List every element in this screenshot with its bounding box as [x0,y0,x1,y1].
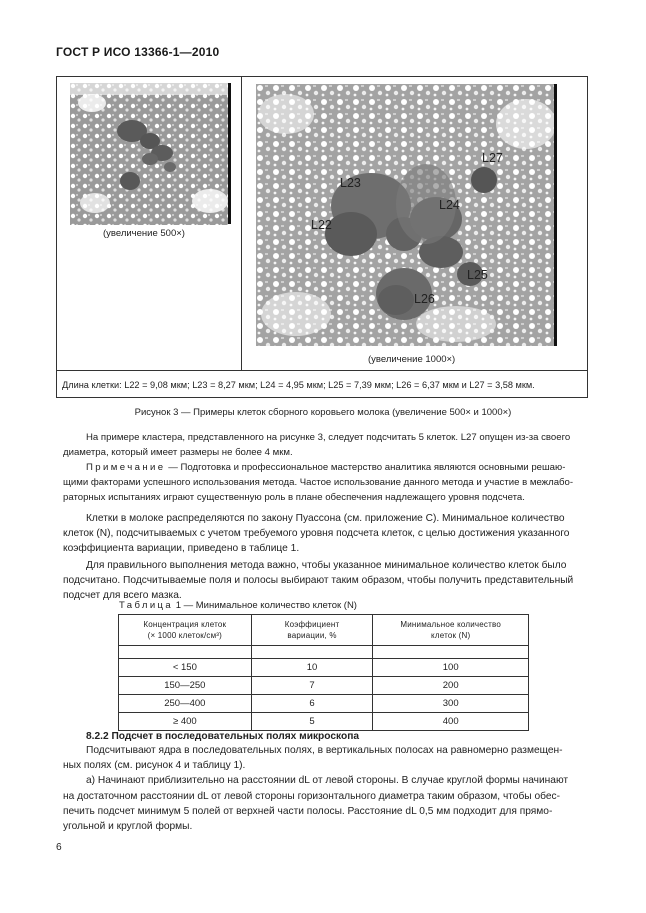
table-cell: 200 [373,677,529,695]
table-spacer-row [119,646,529,659]
table-cell: 10 [251,659,373,677]
section-line: на достаточном расстоянии dL от левой стороны горизонтального диаметра таким образом, чтобы обес- [63,791,560,802]
cell-label-l27: L27 [482,151,503,165]
paragraph-line: клеток (N), подсчитываемых с учетом требуемого уровня подсчета клеток, с целью достижения указанного [63,528,570,539]
table-cell: 150—250 [119,677,252,695]
paragraph-line: подсчет для всего мазка. [63,590,182,601]
table-label: Таблица [119,600,174,611]
note-line: раторных испытаниях играют существенную роль в плане обеспечения надлежащего уровня подсчета. [63,492,525,503]
paragraph-line: коэффициента вариации, приведено в таблице 1. [63,543,300,554]
header-cell [373,615,529,646]
header-line: (× 1000 клеток/см³) [147,631,223,640]
scale-bar [554,84,557,346]
note-line: щими факторами успешного использования метода. Частое использование данного метода и участие в межлабо- [63,477,574,488]
document-header: ГОСТ Р ИСО 13366-1—2010 [56,45,220,59]
micrograph-500x [70,83,230,225]
section-line: а) Начинают приблизительно на расстоянии dL от левой стороны. В случае круглой формы начинают [86,775,569,786]
table-header-row [119,615,529,646]
table-row [119,659,529,677]
header-line: Минимальное количество [400,620,502,629]
cell-label-l25: L25 [467,268,488,282]
min-cells-table [118,614,529,731]
spacer-cell [119,646,252,659]
table-cell: 300 [373,695,529,713]
header-cell [119,615,252,646]
micrograph-1000x [256,84,556,346]
left-magnification-caption: (увеличение 500×) [103,228,185,239]
header-cell [251,615,373,646]
section-line: ных полях (см. рисунок 4 и таблицу 1). [63,760,246,771]
cell-label-l26: L26 [414,292,435,306]
scale-bar [228,83,231,224]
table-row [119,713,529,731]
paragraph-line: На примере кластера, представленного на рисунке 3, следует подсчитать 5 клеток. L27 опущен из-за своего [86,432,571,443]
cell-label-l23: L23 [340,176,361,190]
figure-bottom-rule [56,370,588,371]
table-title [119,600,357,611]
table-cell: 6 [251,695,373,713]
right-magnification-caption: (увеличение 1000×) [368,354,456,365]
paragraph-line: диаметра, который имеет размеры не более 4 мкм. [63,447,293,458]
note-line [86,460,565,475]
table-cell: ≥ 400 [119,713,252,731]
table-cell: 7 [251,677,373,695]
section-line: печить подсчет минимум 5 полей от верхней части полосы. Расстояние dL 0,5 мм подходит для прямо- [63,806,553,817]
figure-caption: Рисунок 3 — Примеры клеток сборного коровьего молока (увеличение 500× и 1000×) [134,407,512,418]
cell-label-l22: L22 [311,218,332,232]
section-heading: 8.2.2 Подсчет в последовательных полях микроскопа [86,731,360,742]
header-line: Коэффициент [284,620,340,629]
page-number: 6 [56,842,62,853]
note-label: Примечание [86,462,166,473]
table-cell: 5 [251,713,373,731]
section-line: Подсчитывают ядра в последовательных полях, в вертикальных полосах на равномерно размещен- [86,745,563,756]
note-text: — Подготовка и профессиональное мастерство аналитика являются основными решаю- [168,462,566,473]
spacer-cell [251,646,373,659]
paragraph-line: подсчитано. Подсчитываемые поля и полосы выбирают таким образом, чтобы получить представительный [63,575,574,586]
table-cell: 250—400 [119,695,252,713]
header-line: Концентрация клеток [143,620,227,629]
table-row [119,695,529,713]
table-title-text: 1 — Минимальное количество клеток (N) [175,600,357,611]
header-line: клеток (N) [431,631,471,640]
table-cell: 100 [373,659,529,677]
table-row [119,677,529,695]
table-cell: 400 [373,713,529,731]
cell-label-l24: L24 [439,198,460,212]
section-line: угольной и круглой формы. [63,821,193,832]
paragraph-line: Клетки в молоке распределяются по закону Пуассона (см. приложение С). Минимальное количество [86,513,565,524]
header-line: вариации, % [287,631,337,640]
table-cell: < 150 [119,659,252,677]
spacer-cell [373,646,529,659]
paragraph-line: Для правильного выполнения метода важно, чтобы указанное минимальное количество клеток было [86,560,567,571]
figure-divider [241,76,242,371]
cell-length-line: Длина клетки: L22 = 9,08 мкм; L23 = 8,27 мкм; L24 = 4,95 мкм; L25 = 7,39 мкм; L26 = 6,37 мкм и L27 = 3,58 мкм. [62,380,535,390]
